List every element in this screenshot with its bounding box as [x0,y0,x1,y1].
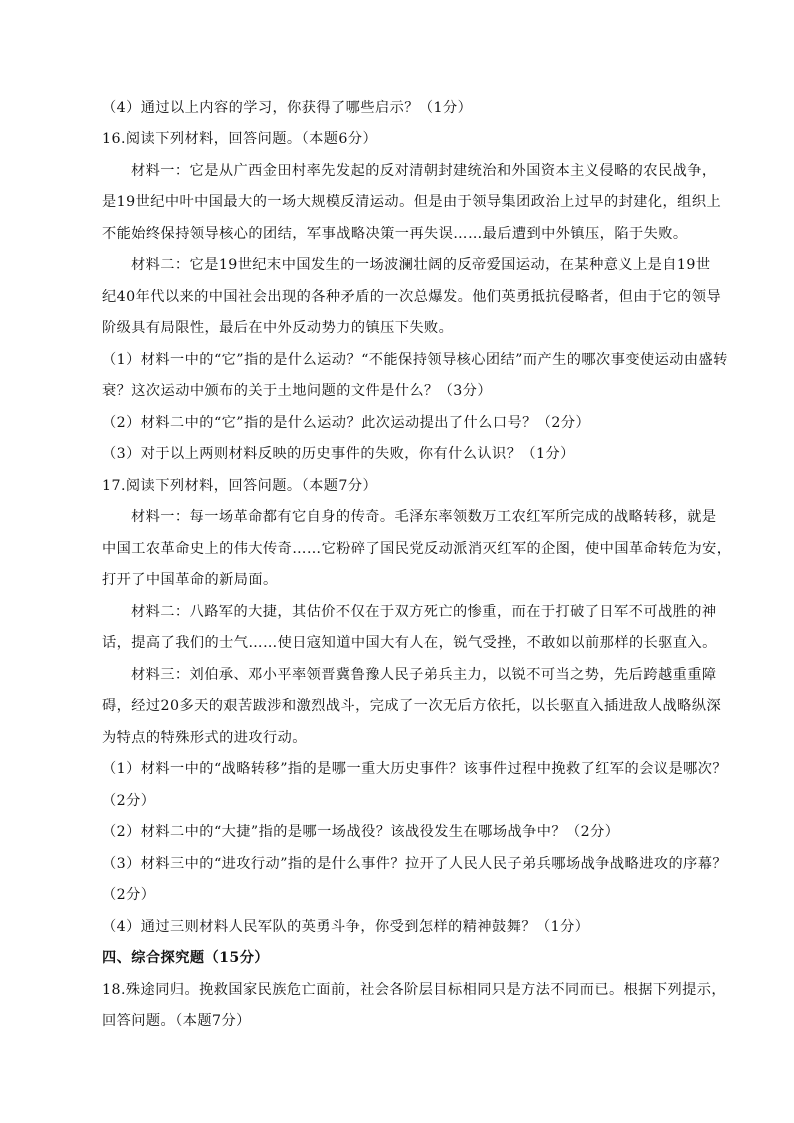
section4-heading: 四、综合探究题（15分） [102,950,270,966]
q18-line2: 回答问题。（本题7分） [102,1013,251,1029]
q16-sub1-line1: （1）材料一中的“它”指的是什么运动？“不能保持领导核心团结”而产生的哪次事变使运动由盛转 [102,352,728,368]
q17-sub3-line1: （3）材料三中的“进攻行动”指的是什么事件？拉开了人民人民子弟兵哪场战争战略进攻的序幕？ [102,856,728,872]
q16-sub1-line2: 衰？这次运动中颁布的关于土地问题的文件是什么？（3分） [102,383,493,399]
q18-line1: 18.殊途同归。挽救国家民族危亡面前，社会各阶层目标相同只是方法不同而已。根据下列提示， [102,982,727,998]
q17-sub4: （4）通过三则材料人民军队的英勇斗争，你受到怎样的精神鼓舞？（1分） [102,919,590,935]
q17-material1-line3: 打开了中国革命的新局面。 [102,572,278,588]
q16-material2-line1: 材料二：它是19世纪末中国发生的一场波澜壮阔的反帝爱国运动，在某种意义上是自19世 [131,257,711,273]
q17-material1-line2: 中国工农革命史上的伟大传奇……它粉碎了国民党反动派消灭红军的企图，使中国革命转危为安， [102,541,732,557]
q16-heading: 16.阅读下列材料，回答问题。（本题6分） [102,131,378,147]
q17-sub1-line1: （1）材料一中的“战略转移”指的是哪一重大历史事件？该事件过程中挽救了红军的会议是哪次？ [102,761,728,777]
q16-material1-line3: 不能始终保持领导核心的团结，军事战略决策一再失误……最后遭到中外镇压，陷于失败。 [102,226,688,242]
q17-material3-line1: 材料三：刘伯承、邓小平率领晋冀鲁豫人民子弟兵主力，以锐不可当之势，先后跨越重重障 [131,667,717,683]
q17-material3-line3: 为特点的特殊形式的进攻行动。 [102,730,307,746]
q17-material2-line2: 话，提高了我们的士气……使日寇知道中国大有人在，锐气受挫，不敢如以前那样的长驱直入。 [102,635,717,651]
q17-material3-line2: 碍，经过20多天的艰苦跋涉和激烈战斗，完成了一次无后方依托，以长驱直入插进敌人战略纵深 [102,698,722,714]
q17-sub2: （2）材料二中的“大捷”指的是哪一场战役？该战役发生在哪场战争中？（2分） [102,824,620,840]
q16-sub2: （2）材料二中的“它”指的是什么运动？此次运动提出了什么口号？（2分） [102,415,591,431]
q15-4-text: （4）通过以上内容的学习，你获得了哪些启示？（1分） [102,100,473,116]
q16-material1-line2: 是19世纪中叶中国最大的一场大规模反清运动。但是由于领导集团政治上过早的封建化，组织上 [102,194,722,210]
q16-material2-line2: 纪40年代以来的中国社会出现的各种矛盾的一次总爆发。他们英勇抵抗侵略者，但由于它的领导 [102,289,722,305]
q17-sub3-line2: （2分） [102,887,156,903]
q16-sub3: （3）对于以上两则材料反映的历史事件的失败，你有什么认识？（1分） [102,446,575,462]
q17-material2-line1: 材料二：八路军的大捷，其估价不仅在于双方死亡的惨重，而在于打破了日军不可战胜的神 [131,604,717,620]
q16-material1-line1: 材料一：它是从广西金田村率先发起的反对清朝封建统治和外国资本主义侵略的农民战争， [131,163,717,179]
q17-material1-line1: 材料一：每一场革命都有它自身的传奇。毛泽东率领数万工农红军所完成的战略转移，就是 [131,509,717,525]
q17-heading: 17.阅读下列材料，回答问题。（本题7分） [102,478,378,494]
q16-material2-line3: 阶级具有局限性，最后在中外反动势力的镇压下失败。 [102,320,454,336]
q17-sub1-line2: （2分） [102,793,156,809]
